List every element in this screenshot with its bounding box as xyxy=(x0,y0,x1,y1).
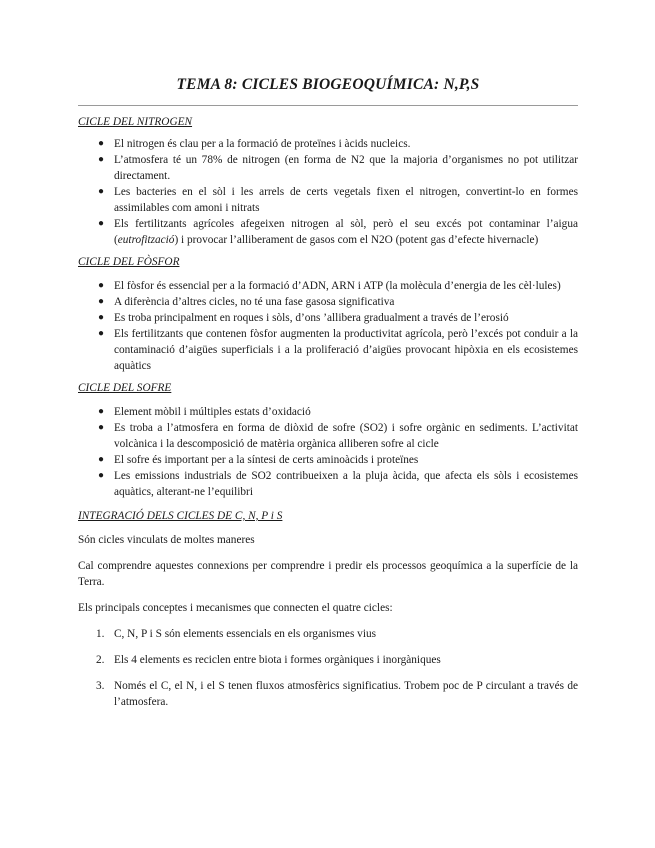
phosphorus-list xyxy=(78,278,578,374)
list-item-text: Els fertilitzants que contenen fòsfor augmenten la productivitat agrícola, però l’excés pot conduir a la contaminació d’aigües superficials i a la proliferació d’aigües provocant hipòxia en els ecosistemes aquàtics xyxy=(114,328,578,372)
document-body xyxy=(78,114,578,720)
item-number: 2. xyxy=(96,654,105,666)
list-item-text: Es troba a l’atmosfera en forma de diòxid de sofre (SO2) i sofre orgànic en sediments. L’activitat volcànica i la descomposició de matèria orgànica alliberen sofre al cicle xyxy=(114,422,578,450)
bullet-icon: ● xyxy=(98,218,105,229)
list-item xyxy=(78,136,578,152)
bullet-icon: ● xyxy=(98,138,105,149)
list-item-text-after: ) i provocar l’alliberament de gasos com el N2O (potent gas d’efecte hivernacle) xyxy=(174,234,539,246)
list-item-text-before: Els fertilitzants agrícoles afegeixen nitrogen al sòl, però el seu excés pot contaminar l’aigua ( xyxy=(114,218,578,246)
list-item-text: A diferència d’altres cicles, no té una fase gasosa significativa xyxy=(114,296,395,308)
list-item xyxy=(78,278,578,294)
item-number: 1. xyxy=(96,628,105,640)
list-item xyxy=(78,294,578,310)
list-item-text: El nitrogen és clau per a la formació de proteïnes i àcids nucleics. xyxy=(114,138,411,150)
list-item-text: L’atmosfera té un 78% de nitrogen (en forma de N2 que la majoria d’organismes no pot utilitzar directament. xyxy=(114,154,578,182)
paragraph: Cal comprendre aquestes connexions per comprendre i predir els processos geoquímica a la superfície de la Terra. xyxy=(78,560,578,588)
numbered-item xyxy=(78,652,578,668)
bullet-icon: ● xyxy=(98,454,105,465)
integration-numbered-list xyxy=(78,626,578,710)
list-item-text: Es troba principalment en roques i sòls, d’ons ’allibera gradualment a través de l’erosió xyxy=(114,312,509,324)
list-item xyxy=(78,404,578,420)
section-heading-integration: INTEGRACIÓ DELS CICLES DE C, N, P i S xyxy=(78,510,283,522)
title-divider xyxy=(78,105,578,106)
numbered-item-text: C, N, P i S són elements essencials en els organismes vius xyxy=(114,628,377,640)
list-item xyxy=(78,216,578,248)
bullet-icon: ● xyxy=(98,470,105,481)
list-item-text: El sofre és important per a la síntesi de certs aminoàcids i proteïnes xyxy=(114,454,419,466)
section-heading-nitrogen: CICLE DEL NITROGEN xyxy=(78,116,193,128)
list-item xyxy=(78,184,578,216)
list-item xyxy=(78,452,578,468)
numbered-item-text: Només el C, el N, i el S tenen fluxos atmosfèrics significatius. Trobem poc de P circulant a través de l’atmosfera. xyxy=(114,680,578,708)
bullet-icon: ● xyxy=(98,406,105,417)
paragraph: Són cicles vinculats de moltes maneres xyxy=(78,534,255,546)
list-item-emphasis: eutrofització xyxy=(117,234,175,246)
bullet-icon: ● xyxy=(98,312,105,323)
bullet-icon: ● xyxy=(98,296,105,307)
list-item-text: Element mòbil i múltiples estats d’oxidació xyxy=(114,406,311,418)
numbered-item-text: Els 4 elements es reciclen entre biota i formes orgàniques i inorgàniques xyxy=(114,654,441,666)
page-title: TEMA 8: CICLES BIOGEOQUÍMICA: N,P,S xyxy=(176,76,480,93)
list-item xyxy=(78,326,578,374)
list-item xyxy=(78,420,578,452)
numbered-item xyxy=(78,626,578,642)
numbered-item xyxy=(78,678,578,710)
section-heading-phosphorus: CICLE DEL FÒSFOR xyxy=(78,256,180,268)
nitrogen-list xyxy=(78,136,578,248)
bullet-icon: ● xyxy=(98,186,105,197)
bullet-icon: ● xyxy=(98,280,105,291)
paragraph: Els principals conceptes i mecanismes que connecten el quatre cicles: xyxy=(78,602,393,614)
item-number: 3. xyxy=(96,680,105,692)
list-item-text: El fòsfor és essencial per a la formació d’ADN, ARN i ATP (la molècula d’energia de les cèl·lules) xyxy=(114,280,561,292)
bullet-icon: ● xyxy=(98,328,105,339)
sulfur-list xyxy=(78,404,578,500)
bullet-icon: ● xyxy=(98,422,105,433)
list-item-text: Les bacteries en el sòl i les arrels de certs vegetals fixen el nitrogen, convertint-lo en formes assimilables com amoni i nitrats xyxy=(114,186,578,214)
section-heading-sulfur: CICLE DEL SOFRE xyxy=(78,382,172,394)
bullet-icon: ● xyxy=(98,154,105,165)
list-item-text: Les emissions industrials de SO2 contribueixen a la pluja àcida, que afecta els sòls i ecosistemes aquàtics, alterant-ne l’equilibri xyxy=(114,470,578,498)
list-item xyxy=(78,152,578,184)
list-item xyxy=(78,310,578,326)
list-item xyxy=(78,468,578,500)
